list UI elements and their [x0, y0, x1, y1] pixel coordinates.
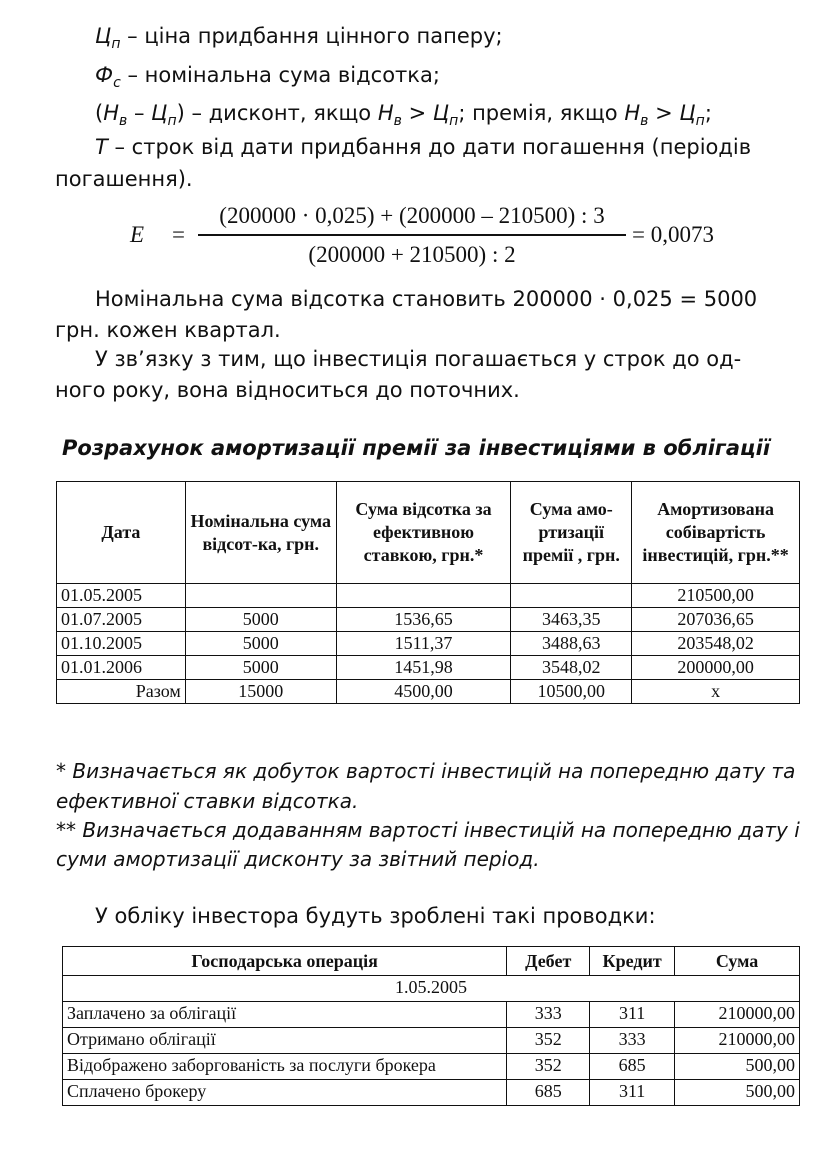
col-header-interest: Сума відсотка за ефективною ставкою, грн.*: [336, 482, 511, 584]
table-row: [57, 584, 800, 608]
semicolon: ;: [704, 101, 712, 125]
cell: 210500,00: [632, 584, 800, 608]
cell: 1451,98: [336, 656, 511, 680]
formula-eq: =: [172, 222, 185, 247]
table-row: [63, 1054, 800, 1080]
cell: 5000: [185, 656, 336, 680]
cell: 333: [507, 1002, 590, 1028]
footnote-line: суми амортизації дисконту за звітний період.: [56, 847, 540, 871]
cell: 1511,37: [336, 632, 511, 656]
col-header-amortization: Сума амо-ртизації премії , грн.: [511, 482, 632, 584]
symbol-term: Т: [95, 135, 108, 159]
subscript: п: [449, 113, 459, 129]
paren: ): [176, 101, 185, 125]
subscript: с: [113, 75, 121, 91]
section-heading: Розрахунок амортизації премії за інвестиціями в облігації: [62, 436, 771, 460]
cell: Разом: [57, 680, 186, 704]
cell: 5000: [185, 632, 336, 656]
cell: x: [632, 680, 800, 704]
symbol-tsp: Ц: [95, 24, 112, 48]
cell: 500,00: [675, 1080, 800, 1106]
col-header-debit: Дебет: [507, 947, 590, 976]
paragraph-line: ного року, вона відноситься до поточних.: [55, 378, 520, 402]
formula-lhs: E: [130, 222, 145, 247]
definition-text: – строк від дати придбання до дати погашення (періодів: [107, 135, 752, 159]
gt-sign: >: [648, 101, 680, 125]
cell: 311: [590, 1080, 675, 1106]
cell: 15000: [185, 680, 336, 704]
table-header-row: [57, 482, 800, 584]
cell: 685: [507, 1080, 590, 1106]
cell: 1536,65: [336, 608, 511, 632]
col-header-date: Дата: [57, 482, 186, 584]
footnote-line: ефективної ставки відсотка.: [56, 789, 359, 813]
cell: 5000: [185, 608, 336, 632]
subscript: п: [111, 36, 121, 52]
definition-term-cont: погашення).: [55, 167, 193, 191]
entries-table: [62, 946, 800, 1106]
table-row: [63, 1028, 800, 1054]
col-header-credit: Кредит: [590, 947, 675, 976]
cell: 01.05.2005: [57, 584, 186, 608]
fraction-bar: [198, 234, 626, 236]
dash: –: [127, 101, 152, 125]
symbol-nv: Н: [624, 101, 641, 125]
cell: 01.07.2005: [57, 608, 186, 632]
cell: 4500,00: [336, 680, 511, 704]
subscript: п: [695, 113, 705, 129]
gt-sign: >: [401, 101, 433, 125]
subscript: в: [119, 113, 128, 129]
cell: 203548,02: [632, 632, 800, 656]
footnote-line: * Визначається як добуток вартості інвестицій на попередню дату та: [56, 759, 796, 783]
cell: [511, 584, 632, 608]
cell: Заплачено за облігації: [63, 1002, 507, 1028]
cell: 210000,00: [675, 1002, 800, 1028]
table-header-row: [63, 947, 800, 976]
table-date-row: [63, 976, 800, 1002]
definition-text: ; премія, якщо: [458, 101, 625, 125]
cell: 01.10.2005: [57, 632, 186, 656]
col-header-amount: Сума: [675, 947, 800, 976]
symbol-nv: Н: [377, 101, 394, 125]
cell: 3463,35: [511, 608, 632, 632]
formula-denominator: (200000 + 210500) : 2: [308, 242, 516, 267]
formula-numerator: (200000 · 0,025) + (200000 – 210500) : 3: [219, 203, 605, 228]
table-total-row: [57, 680, 800, 704]
cell: Відображено заборгованість за послуги брокера: [63, 1054, 507, 1080]
definition-term: [95, 133, 751, 161]
cell: 352: [507, 1054, 590, 1080]
cell: 333: [590, 1028, 675, 1054]
symbol-tsp: Ц: [151, 101, 168, 125]
paragraph-line: У зв’язку з тим, що інвестиція погашається у строк до од-: [95, 347, 742, 371]
col-header-operation: Господарська операція: [63, 947, 507, 976]
definition-discount: [95, 99, 712, 135]
definition-text: – номінальна сума відсотка;: [120, 63, 440, 87]
definition-text: – дисконт, якщо: [184, 101, 378, 125]
formula-result: = 0,0073: [632, 222, 714, 247]
symbol-tsp: Ц: [679, 101, 696, 125]
definition-tsp: [95, 22, 503, 58]
paragraph-line: У обліку інвестора будуть зроблені такі проводки:: [95, 904, 656, 928]
table-row: [57, 656, 800, 680]
subscript: в: [393, 113, 402, 129]
cell: Сплачено брокеру: [63, 1080, 507, 1106]
cell: Отримано облігації: [63, 1028, 507, 1054]
cell: 311: [590, 1002, 675, 1028]
cell: 3548,02: [511, 656, 632, 680]
symbol-nv: Н: [103, 101, 119, 125]
cell: [185, 584, 336, 608]
cell: 1.05.2005: [63, 976, 800, 1002]
col-header-nominal: Номінальна сума відсот-ка, грн.: [185, 482, 336, 584]
table-row: [63, 1002, 800, 1028]
definition-text: – ціна придбання цінного паперу;: [120, 24, 503, 48]
table-row: [57, 632, 800, 656]
cell: 10500,00: [511, 680, 632, 704]
paragraph-line: Номінальна сума відсотка становить 200000 · 0,025 = 5000: [95, 287, 758, 311]
table-row: [63, 1080, 800, 1106]
cell: [336, 584, 511, 608]
cell: 210000,00: [675, 1028, 800, 1054]
table-row: [57, 608, 800, 632]
definition-fs: [95, 61, 440, 97]
subscript: в: [640, 113, 649, 129]
cell: 3488,63: [511, 632, 632, 656]
cell: 352: [507, 1028, 590, 1054]
paren: (: [95, 101, 104, 125]
cell: 685: [590, 1054, 675, 1080]
col-header-cost: Амортизована собівартість інвестицій, грн.**: [632, 482, 800, 584]
cell: 207036,65: [632, 608, 800, 632]
paragraph-line: грн. кожен квартал.: [55, 318, 281, 342]
cell: 500,00: [675, 1054, 800, 1080]
subscript: п: [167, 113, 177, 129]
cell: 200000,00: [632, 656, 800, 680]
symbol-fs: Ф: [95, 63, 114, 87]
symbol-tsp: Ц: [432, 101, 450, 125]
footnote-line: ** Визначається додаванням вартості інвестицій на попередню дату і: [56, 818, 800, 842]
amortization-table: [56, 481, 800, 704]
cell: 01.01.2006: [57, 656, 186, 680]
